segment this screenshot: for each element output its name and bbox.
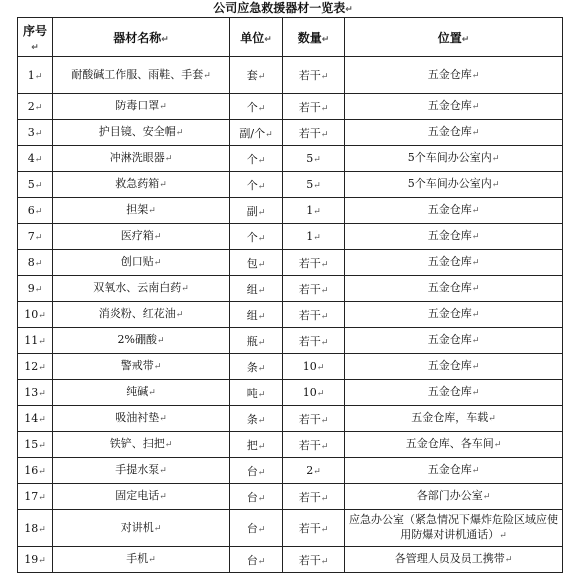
cell-unit: 组↵ xyxy=(230,302,283,328)
cell-name: 冲淋洗眼器↵ xyxy=(53,146,230,172)
cell-no: 16↵ xyxy=(18,458,53,484)
cell-no: 13↵ xyxy=(18,380,53,406)
table-row xyxy=(18,146,563,172)
header-qty: 数量↵ xyxy=(283,18,345,57)
cell-name: 担架↵ xyxy=(53,198,230,224)
cell-unit: 个↵ xyxy=(230,94,283,120)
cell-name: 创口贴↵ xyxy=(53,250,230,276)
cell-name: 纯碱↵ xyxy=(53,380,230,406)
cell-qty: 若干↵ xyxy=(283,406,345,432)
cell-unit: 瓶↵ xyxy=(230,328,283,354)
equipment-table xyxy=(17,17,563,573)
table-row xyxy=(18,432,563,458)
table-row xyxy=(18,250,563,276)
cell-name: 吸油衬垫↵ xyxy=(53,406,230,432)
cell-qty: 若干↵ xyxy=(283,547,345,573)
cell-no: 1↵ xyxy=(18,57,53,94)
cell-location: 五金仓库↵ xyxy=(345,198,563,224)
cell-unit: 条↵ xyxy=(230,406,283,432)
cell-name: 对讲机↵ xyxy=(53,510,230,547)
table-row xyxy=(18,547,563,573)
cell-unit: 套↵ xyxy=(230,57,283,94)
document-title: 公司应急救援器材一览表↵ xyxy=(213,1,353,15)
cell-qty: 1↵ xyxy=(283,198,345,224)
cell-location: 各管理人员及员工携带↵ xyxy=(345,547,563,573)
cell-qty: 若干↵ xyxy=(283,432,345,458)
cell-location: 5个车间办公室内↵ xyxy=(345,172,563,198)
cell-qty: 2↵ xyxy=(283,458,345,484)
cell-no: 18↵ xyxy=(18,510,53,547)
cell-qty: 若干↵ xyxy=(283,302,345,328)
header-loc: 位置↵ xyxy=(345,18,563,57)
cell-unit: 台↵ xyxy=(230,510,283,547)
header-name: 器材名称↵ xyxy=(53,18,230,57)
cell-unit: 个↵ xyxy=(230,146,283,172)
cell-no: 2↵ xyxy=(18,94,53,120)
cell-no: 10↵ xyxy=(18,302,53,328)
cell-location: 各部门办公室↵ xyxy=(345,484,563,510)
cell-unit: 包↵ xyxy=(230,250,283,276)
cell-no: 6↵ xyxy=(18,198,53,224)
cell-name: 医疗箱↵ xyxy=(53,224,230,250)
cell-unit: 吨↵ xyxy=(230,380,283,406)
cell-name: 手提水泵↵ xyxy=(53,458,230,484)
cell-unit: 副/个↵ xyxy=(230,120,283,146)
cell-location: 五金仓库↵ xyxy=(345,380,563,406)
cell-no: 14↵ xyxy=(18,406,53,432)
cell-location: 五金仓库↵ xyxy=(345,328,563,354)
header-row xyxy=(18,18,563,57)
cell-unit: 组↵ xyxy=(230,276,283,302)
cell-qty: 1↵ xyxy=(283,224,345,250)
cell-unit: 台↵ xyxy=(230,547,283,573)
cell-qty: 若干↵ xyxy=(283,94,345,120)
cell-no: 7↵ xyxy=(18,224,53,250)
table-row xyxy=(18,172,563,198)
cell-no: 9↵ xyxy=(18,276,53,302)
cell-unit: 个↵ xyxy=(230,172,283,198)
table-row xyxy=(18,328,563,354)
cell-name: 双氧水、云南白药↵ xyxy=(53,276,230,302)
cell-qty: 若干↵ xyxy=(283,120,345,146)
cell-name: 2%硼酸↵ xyxy=(53,328,230,354)
cell-qty: 若干↵ xyxy=(283,250,345,276)
cell-location: 五金仓库↵ xyxy=(345,458,563,484)
cell-no: 19↵ xyxy=(18,547,53,573)
cell-name: 警戒带↵ xyxy=(53,354,230,380)
table-row xyxy=(18,510,563,547)
cell-name: 铁铲、扫把↵ xyxy=(53,432,230,458)
cell-location: 五金仓库，车载↵ xyxy=(345,406,563,432)
cell-no: 8↵ xyxy=(18,250,53,276)
cell-name: 固定电话↵ xyxy=(53,484,230,510)
cell-qty: 若干↵ xyxy=(283,510,345,547)
cell-qty: 5↵ xyxy=(283,146,345,172)
header-no: 序号↵ xyxy=(18,18,53,57)
cell-unit: 台↵ xyxy=(230,458,283,484)
cell-location: 五金仓库↵ xyxy=(345,120,563,146)
table-row xyxy=(18,224,563,250)
cell-no: 11↵ xyxy=(18,328,53,354)
cell-name: 消炎粉、红花油↵ xyxy=(53,302,230,328)
table-row xyxy=(18,57,563,94)
cell-name: 手机↵ xyxy=(53,547,230,573)
cell-no: 15↵ xyxy=(18,432,53,458)
cell-location: 五金仓库↵ xyxy=(345,94,563,120)
table-row xyxy=(18,198,563,224)
table-row xyxy=(18,458,563,484)
table-row xyxy=(18,406,563,432)
table-row xyxy=(18,302,563,328)
cell-no: 3↵ xyxy=(18,120,53,146)
cell-qty: 5↵ xyxy=(283,172,345,198)
cell-location: 五金仓库↵ xyxy=(345,302,563,328)
cell-no: 5↵ xyxy=(18,172,53,198)
cell-qty: 若干↵ xyxy=(283,484,345,510)
cell-name: 防毒口罩↵ xyxy=(53,94,230,120)
table-row xyxy=(18,484,563,510)
table-row xyxy=(18,120,563,146)
cell-name: 护目镜、安全帽↵ xyxy=(53,120,230,146)
cell-unit: 把↵ xyxy=(230,432,283,458)
cell-location: 五金仓库↵ xyxy=(345,276,563,302)
table-row xyxy=(18,354,563,380)
cell-location: 五金仓库↵ xyxy=(345,354,563,380)
cell-unit: 条↵ xyxy=(230,354,283,380)
cell-location: 应急办公室（紧急情况下爆炸危险区域应使用防爆对讲机通话）↵ xyxy=(345,510,563,547)
cell-unit: 个↵ xyxy=(230,224,283,250)
cell-location: 五金仓库↵ xyxy=(345,224,563,250)
cell-location: 五金仓库↵ xyxy=(345,57,563,94)
table-row xyxy=(18,380,563,406)
cell-qty: 10↵ xyxy=(283,354,345,380)
cell-unit: 副↵ xyxy=(230,198,283,224)
cell-location: 五金仓库、各车间↵ xyxy=(345,432,563,458)
cell-no: 17↵ xyxy=(18,484,53,510)
cell-name: 耐酸碱工作服、雨鞋、手套↵ xyxy=(53,57,230,94)
cell-unit: 台↵ xyxy=(230,484,283,510)
cell-location: 五金仓库↵ xyxy=(345,250,563,276)
table-row xyxy=(18,94,563,120)
cell-qty: 若干↵ xyxy=(283,57,345,94)
cell-qty: 若干↵ xyxy=(283,276,345,302)
cell-location: 5个车间办公室内↵ xyxy=(345,146,563,172)
table-row xyxy=(18,276,563,302)
header-unit: 单位↵ xyxy=(230,18,283,57)
cell-name: 救急药箱↵ xyxy=(53,172,230,198)
cell-no: 4↵ xyxy=(18,146,53,172)
cell-qty: 若干↵ xyxy=(283,328,345,354)
cell-no: 12↵ xyxy=(18,354,53,380)
cell-qty: 10↵ xyxy=(283,380,345,406)
